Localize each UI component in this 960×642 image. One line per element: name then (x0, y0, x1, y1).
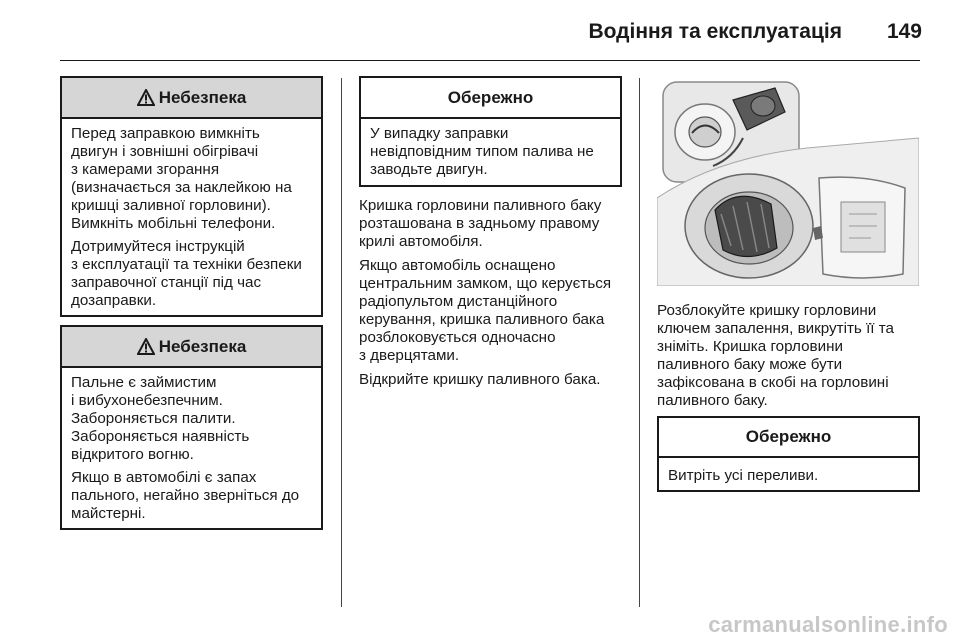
warning-box-2-paragraph-1: Пальне є займистим і вибухонебезпечним. Забороняється палити. Забороняється наявність відкритого вогню. (71, 374, 250, 463)
warning-box-1 (60, 76, 323, 317)
middle-paragraph-3: Відкрийте кришку паливного бака. (359, 371, 601, 388)
warning-box-2-paragraph-2: Якщо в автомобілі є запах пального, негайно зверніться до майстерні. (71, 469, 300, 522)
header-title: Водіння та експлуатація (588, 20, 842, 43)
caution-box-right-title: Обережно (745, 427, 832, 446)
caution-box-middle-body (361, 119, 620, 190)
watermark: carmanualsonline.info (708, 612, 948, 637)
warning-box-2 (60, 325, 323, 530)
warning-box-2-header (62, 327, 321, 368)
warning-box-1-body (62, 119, 321, 321)
page-number: 149 (886, 20, 922, 43)
warning-box-1-paragraph-2: Дотримуйтеся інструкцій з експлуатації та техніки безпеки заправочної станції під час дозаправки. (71, 238, 302, 309)
warning-box-2-title: Небезпека (158, 336, 247, 356)
fuel-filler-cap-illustration (657, 78, 919, 286)
header-rule (60, 60, 920, 61)
caution-box-right-text: Витріть усі переливи. (668, 467, 819, 484)
middle-paragraph-2: Якщо автомобіль оснащено центральним замком, що керується радіопультом дистанційного керування, кришка паливного бака розблоковується одночасно з дверцятами. (359, 257, 612, 364)
warning-box-2-body (62, 368, 321, 534)
caution-box-middle-text: У випадку заправки невідповідним типом палива не заводьте двигун. (370, 125, 594, 178)
right-body-text (657, 302, 927, 416)
caution-box-middle-title: Обережно (447, 87, 534, 107)
caution-box-middle (359, 76, 622, 187)
warning-box-1-paragraph-1: Перед заправкою вимкніть двигун і зовнішні обігрівачі з камерами згорання (визначається за наклейкою на кришці заливної горловини). Вимкніть мобільні телефони. (71, 125, 292, 232)
caution-box-middle-header (361, 78, 620, 119)
column-divider-left (341, 78, 342, 607)
caution-box-right-body (659, 458, 918, 496)
fuel-cap-drawing (657, 78, 919, 286)
column-divider-right (639, 78, 640, 607)
warning-triangle-icon (137, 338, 155, 355)
warning-box-1-header (62, 78, 321, 119)
right-paragraph-1: Розблокуйте кришку горловини ключем запалення, викрутіть її та зніміть. Кришка горловини паливного баку може бути зафіксована в скобі на горловині паливного баку. (657, 302, 894, 409)
caution-box-right-header (659, 418, 918, 458)
warning-box-1-title: Небезпека (158, 87, 247, 107)
caution-box-right (657, 416, 920, 492)
middle-paragraph-1: Кришка горловини паливного баку розташована в задньому правому крилі автомобіля. (359, 197, 602, 250)
warning-triangle-icon (137, 89, 155, 106)
middle-body-text (359, 197, 629, 395)
